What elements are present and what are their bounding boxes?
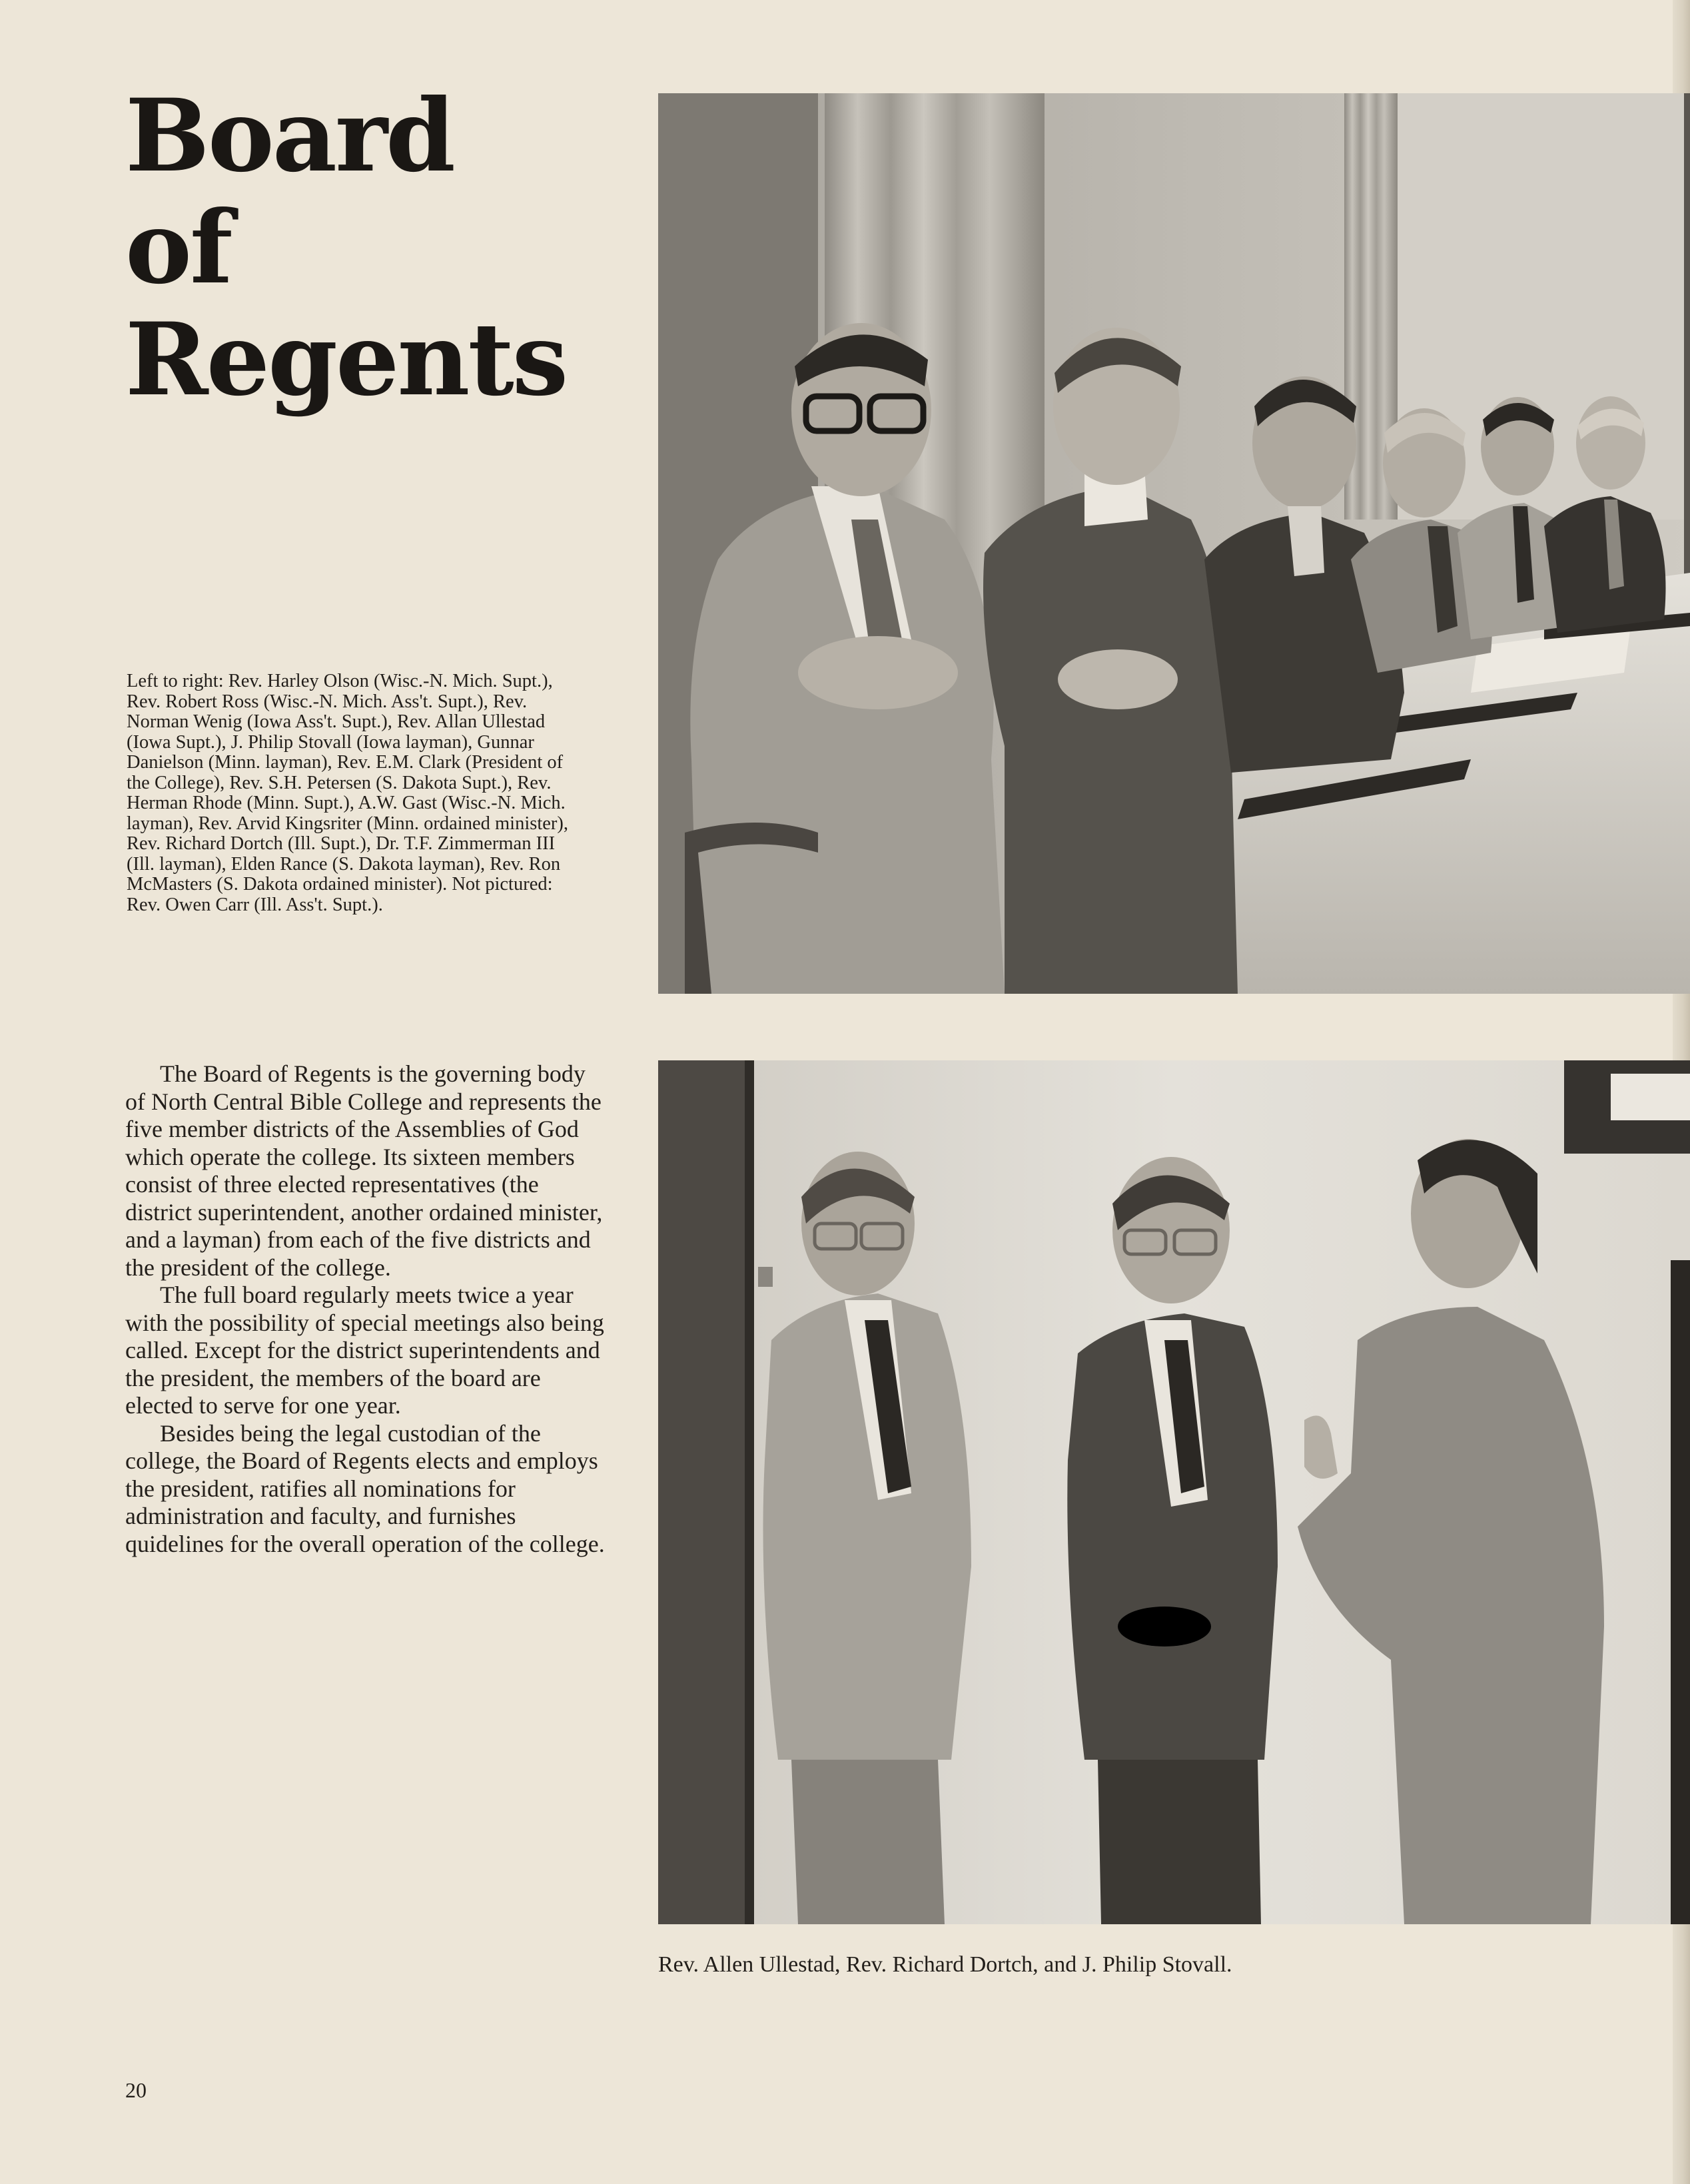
article-paragraph: The full board regularly meets twice a year with the possibility of special meetings also being called. Except for the district superintendents and the president, the members of the board are elected to serve for one year. [125, 1281, 604, 1419]
page-title-line1: Board of [125, 77, 454, 306]
article-paragraph: Besides being the legal custodian of the college, the Board of Regents elects and employs the president, ratifies all nominations for administration and faculty, and furnishes quidelines for the overall operation of the college. [125, 1419, 605, 1557]
page-title [125, 77, 592, 418]
photo-caption-three-regents: Rev. Allen Ullestad, Rev. Richard Dortch, and J. Philip Stovall. [658, 1952, 1232, 1977]
page-title-line2: Regents [125, 301, 567, 418]
article-body [125, 1060, 605, 1558]
photo-caption-regents-list: Left to right: Rev. Harley Olson (Wisc.-N. Mich. Supt.), Rev. Robert Ross (Wisc.-N. Mich. Ass't. Supt.), Rev. Norman Wenig (Iowa Ass't. Supt.), Rev. Allan Ullestad (Iowa Supt.), J. Philip Stovall (Iowa layman), Gunnar Danielson (Minn. layman), Rev. E.M. Clark (President of the College), Rev. S.H. Petersen (S. Dakota Supt.), Rev. Herman Rhode (Minn. Supt.), A.W. Gast (Wisc.-N. Mich. layman), Rev. Arvid Kingsriter (Minn. ordained minister), Rev. Richard Dortch (Ill. Supt.), Dr. T.F. Zimmerman III (Ill. layman), Elden Rance (S. Dakota layman), Rev. Ron McMasters (S. Dakota ordained minister). Not pictured: Rev. Owen Carr (Ill. Ass't. Supt.). [127, 671, 569, 915]
three-regents-photo-image [658, 1060, 1690, 1924]
article-paragraph: The Board of Regents is the governing body of North Central Bible College and represents the five member districts of the Assemblies of God which operate the college. Its sixteen members consist of three elected representatives (the district superintendent, another ordained minister, and a layman) from each of the five districts and the president of the college. [125, 1060, 603, 1281]
three-regents-photo [658, 1060, 1690, 1924]
board-meeting-photo [658, 93, 1690, 994]
page-number: 20 [125, 2078, 147, 2102]
board-meeting-photo-image [658, 93, 1690, 994]
